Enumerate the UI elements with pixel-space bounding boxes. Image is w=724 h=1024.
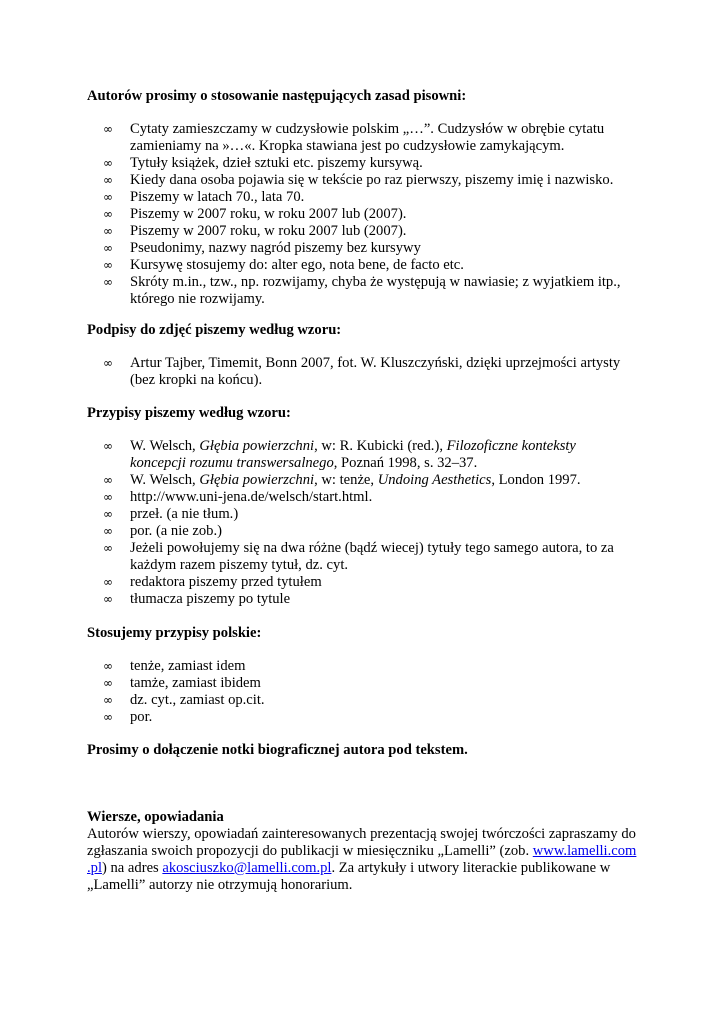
list-item-text: dz. cyt., zamiast op.cit. <box>130 692 265 708</box>
footnote-text: W. Welsch, <box>130 472 200 488</box>
list-item <box>0 472 635 489</box>
footnote-title-italic: Undoing Aesthetics <box>377 472 492 488</box>
list-item <box>0 155 635 172</box>
spelling-rules-list <box>0 121 724 308</box>
list-item <box>0 172 635 189</box>
poems-section <box>87 809 647 894</box>
list-item-text: Piszemy w latach 70., lata 70. <box>130 189 305 205</box>
list-item-text: którego nie rozwijamy. <box>130 291 265 307</box>
list-item-text: przeł. (a nie tłum.) <box>130 506 239 522</box>
infinity-bullet-icon: ∞ <box>103 710 113 724</box>
list-item-text: Piszemy w 2007 roku, w roku 2007 lub (2007). <box>130 206 407 222</box>
list-item-text: Kursywę stosujemy do: alter ego, nota bene, de facto etc. <box>130 257 464 273</box>
infinity-bullet-icon: ∞ <box>103 541 113 555</box>
list-item <box>0 189 635 206</box>
lamelli-website-link[interactable]: www.lamelli.com <box>532 843 637 859</box>
list-item <box>0 506 635 523</box>
list-item-text: zamieniamy na »…«. Kropka stawiana jest po cudzysłowie zamykającym. <box>130 138 565 154</box>
photo-captions-list <box>0 355 724 389</box>
infinity-bullet-icon: ∞ <box>103 473 113 487</box>
section-heading-photo-captions: Podpisy do zdjęć piszemy według wzoru: <box>87 322 342 338</box>
infinity-bullet-icon: ∞ <box>103 258 113 272</box>
polish-footnotes-list <box>0 658 724 726</box>
list-item-text: Skróty m.in., tzw., np. rozwijamy, chyba że występują w nawiasie; z wyjatkiem itp., <box>130 274 621 290</box>
infinity-bullet-icon: ∞ <box>103 190 113 204</box>
list-item <box>0 574 635 591</box>
list-item <box>0 675 635 692</box>
infinity-bullet-icon: ∞ <box>103 241 113 255</box>
list-item <box>0 121 635 155</box>
footnotes-list <box>0 438 724 489</box>
poems-text: ) na adres <box>102 860 163 876</box>
infinity-bullet-icon: ∞ <box>103 207 113 221</box>
list-item <box>0 240 635 257</box>
list-item <box>0 206 635 223</box>
lamelli-website-link-continued[interactable]: .pl <box>87 860 102 876</box>
list-item-text: tenże, zamiast idem <box>130 658 246 674</box>
poems-text: . Za artykuły i utwory literackie publikowane w <box>331 860 611 876</box>
list-item <box>0 540 635 574</box>
poems-text-line <box>87 860 647 877</box>
list-item-text: Piszemy w 2007 roku, w roku 2007 lub (2007). <box>130 223 407 239</box>
list-item-text: Kiedy dana osoba pojawia się w tekście po raz pierwszy, piszemy imię i nazwisko. <box>130 172 614 188</box>
list-item-text: Pseudonimy, nazwy nagród piszemy bez kursywy <box>130 240 421 256</box>
footnote-text: , London 1997. <box>491 472 581 488</box>
infinity-bullet-icon: ∞ <box>103 490 113 504</box>
section-heading-footnotes: Przypisy piszemy według wzoru: <box>87 405 291 421</box>
list-item <box>0 591 635 608</box>
list-item <box>0 274 635 308</box>
contact-email-link[interactable]: akosciuszko@lamelli.com.pl <box>162 860 332 876</box>
list-item-text: tłumacza piszemy po tytule <box>130 591 291 607</box>
list-item-text: Tytuły książek, dzieł sztuki etc. piszemy kursywą. <box>130 155 423 171</box>
list-item-text: tamże, zamiast ibidem <box>130 675 261 691</box>
footnote-title-italic: Głębia powierzchni <box>199 438 315 454</box>
footnote-title-italic: Filozoficzne konteksty <box>446 438 576 454</box>
infinity-bullet-icon: ∞ <box>103 592 113 606</box>
list-item <box>0 523 635 540</box>
biographical-note-request: Prosimy o dołączenie notki biograficznej autora pod tekstem. <box>87 742 468 758</box>
list-item-text: por. (a nie zob.) <box>130 523 222 539</box>
poems-heading: Wiersze, opowiadania <box>87 809 224 825</box>
infinity-bullet-icon: ∞ <box>103 659 113 673</box>
list-item <box>0 223 635 240</box>
footnote-text: , w: tenże, <box>314 472 378 488</box>
list-item-text: redaktora piszemy przed tytułem <box>130 574 322 590</box>
poems-text-line: „Lamelli” autorzy nie otrzymują honorarium. <box>87 877 353 893</box>
footnote-text: , w: R. Kubicki (red.), <box>314 438 447 454</box>
infinity-bullet-icon: ∞ <box>103 676 113 690</box>
footnotes-list-continued <box>0 489 724 608</box>
list-item <box>0 438 635 472</box>
infinity-bullet-icon: ∞ <box>103 524 113 538</box>
footnote-title-italic: koncepcji rozumu transwersalnego <box>130 455 334 471</box>
list-item-text: każdym razem piszemy tytuł, dz. cyt. <box>130 557 349 573</box>
footnote-title-italic: Głębia powierzchni <box>199 472 315 488</box>
infinity-bullet-icon: ∞ <box>103 122 113 136</box>
list-item <box>0 355 635 389</box>
list-item-text: Artur Tajber, Timemit, Bonn 2007, fot. W. Kluszczyński, dzięki uprzejmości artysty <box>130 355 621 371</box>
infinity-bullet-icon: ∞ <box>103 439 113 453</box>
infinity-bullet-icon: ∞ <box>103 507 113 521</box>
poems-text-line: Autorów wierszy, opowiadań zainteresowanych prezentacją swojej twórczości zapraszamy do <box>87 826 636 842</box>
list-item-text: (bez kropki na końcu). <box>130 372 263 388</box>
infinity-bullet-icon: ∞ <box>103 575 113 589</box>
footnote-text: W. Welsch, <box>130 438 200 454</box>
list-item <box>0 658 635 675</box>
list-item-text: Cytaty zamieszczamy w cudzysłowie polskim „…”. Cudzysłów w obrębie cytatu <box>130 121 605 137</box>
infinity-bullet-icon: ∞ <box>103 224 113 238</box>
section-heading-polish-footnotes: Stosujemy przypisy polskie: <box>87 625 262 641</box>
footnote-text: , Poznań 1998, s. 32–37. <box>333 455 478 471</box>
infinity-bullet-icon: ∞ <box>103 156 113 170</box>
section-heading-spelling-rules: Autorów prosimy o stosowanie następujących zasad pisowni: <box>87 88 467 104</box>
poems-text-line <box>87 843 647 860</box>
list-item-text: Jeżeli powołujemy się na dwa różne (bądź wiecej) tytuły tego samego autora, to za <box>130 540 614 556</box>
list-item <box>0 692 635 709</box>
infinity-bullet-icon: ∞ <box>103 356 113 370</box>
list-item <box>0 257 635 274</box>
poems-text: zgłaszania swoich propozycji do publikacji w miesięczniku „Lamelli” (zob. <box>87 843 533 859</box>
list-item-text: por. <box>130 709 153 725</box>
list-item <box>0 489 635 506</box>
infinity-bullet-icon: ∞ <box>103 693 113 707</box>
list-item-text: http://www.uni-jena.de/welsch/start.html. <box>130 489 373 505</box>
infinity-bullet-icon: ∞ <box>103 275 113 289</box>
list-item <box>0 709 635 726</box>
infinity-bullet-icon: ∞ <box>103 173 113 187</box>
